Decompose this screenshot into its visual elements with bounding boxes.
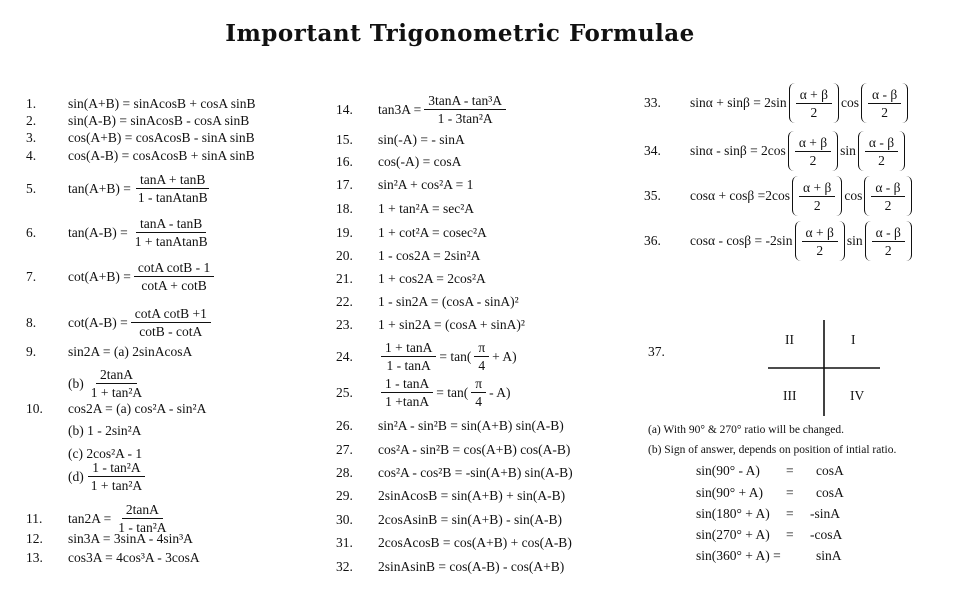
half-sum-fraction — [802, 225, 838, 258]
formula-text: 1 + tan²A = sec²A — [378, 201, 475, 216]
formula-number: 12. — [26, 531, 43, 546]
formula-row — [336, 465, 573, 481]
denominator: 1 - tanAtanB — [137, 190, 208, 205]
quadrant-3-label: III — [783, 388, 797, 403]
formula-text: 2sinAcosB = sin(A+B) + sin(A-B) — [378, 488, 566, 503]
formula-number: 3. — [26, 130, 37, 145]
denominator: 1 - tan²A — [118, 520, 167, 535]
numerator: α + β — [802, 225, 838, 242]
pi-fraction — [471, 376, 486, 409]
formula-number: 11. — [26, 510, 43, 526]
formula-number: 31. — [336, 535, 353, 550]
formula-mid: sin — [846, 233, 863, 248]
reduction-equals: = — [786, 506, 794, 521]
formula-number: 1. — [26, 96, 37, 111]
reduction-lhs: sin(360° + A) = — [696, 548, 781, 563]
numerator: cotA cotB - 1 — [134, 260, 214, 277]
formula-row — [26, 306, 214, 339]
denominator: 2 — [809, 152, 817, 168]
denominator: 1 + tan²A — [90, 385, 143, 400]
formula-lhs: tan3A = — [378, 101, 422, 117]
formula-number: 14. — [336, 101, 353, 117]
denominator: 1 + tan²A — [90, 478, 143, 493]
reduction-rhs: -cosA — [810, 527, 843, 542]
formula-text: cos(A+B) = cosAcosB - sinA sinB — [68, 130, 255, 145]
formula-row — [336, 177, 473, 193]
formula-number: 26. — [336, 418, 353, 433]
half-sum-fraction — [799, 180, 835, 213]
formula-37 — [648, 344, 665, 360]
formula-number: 16. — [336, 154, 353, 169]
formula-row — [26, 260, 217, 293]
formula-lhs: sinα + sinβ = 2sin — [690, 95, 787, 110]
formula-number: 30. — [336, 512, 353, 527]
formula-fraction — [381, 340, 436, 373]
half-diff-fraction — [871, 180, 904, 213]
formula-lhs: tan(A+B) = — [68, 180, 131, 196]
formula-lhs: cosα - cosβ = -2sin — [690, 233, 793, 248]
denominator: 2 — [816, 242, 824, 258]
numerator: π — [474, 340, 489, 357]
numerator: α + β — [795, 135, 831, 152]
formula-lhs: cot(A+B) = — [68, 268, 131, 284]
formula-row — [26, 401, 206, 417]
denominator: cotB - cotA — [139, 324, 203, 339]
formula-fraction — [87, 367, 146, 400]
formula-text: cos(A-B) = cosAcosB + sinA sinB — [68, 148, 255, 163]
formula-tail: + A) — [492, 348, 517, 364]
reduction-rhs: cosA — [816, 463, 844, 478]
numerator: 2tanA — [122, 502, 163, 519]
formula-lhs: tan2A = — [68, 510, 112, 526]
half-diff-fraction — [868, 87, 901, 120]
formula-lhs: tan(A-B) = — [68, 224, 128, 240]
formula-row — [336, 93, 509, 126]
bracket — [789, 83, 839, 123]
denominator: 2 — [813, 197, 821, 213]
numerator: 1 - tan²A — [88, 460, 144, 477]
formula-lhs: cosα + cosβ =2cos — [690, 188, 791, 203]
formula-row — [336, 442, 570, 458]
formula-number: 33. — [644, 95, 661, 110]
formula-text: 2cosAsinB = sin(A+B) - sin(A-B) — [378, 512, 562, 527]
bracket — [795, 221, 845, 261]
formula-text: cos²A - cos²B = -sin(A+B) sin(A-B) — [378, 465, 573, 480]
denominator: 1 + tanAtanB — [134, 234, 208, 249]
denominator: 2 — [884, 197, 892, 213]
formula-row — [336, 154, 461, 170]
formula-text: 1 + sin2A = (cosA + sinA)² — [378, 317, 525, 332]
formula-text: 1 + cos2A = 2cos²A — [378, 271, 486, 286]
formula-text: sin3A = 3sinA - 4sin³A — [68, 531, 193, 546]
formula-text: (b) 1 - 2sin²A — [68, 423, 142, 438]
formula-row — [26, 550, 200, 566]
formula-number: 2. — [26, 113, 37, 128]
formula-row — [644, 131, 907, 171]
formula-text: sin(A-B) = sinAcosB - cosA sinB — [68, 113, 250, 128]
formula-text: 2cosAcosB = cos(A+B) + cos(A-B) — [378, 535, 572, 550]
bracket — [864, 176, 911, 216]
numerator: α - β — [872, 225, 905, 242]
page-title: Important Trigonometric Formulae — [225, 20, 695, 47]
formula-mid: = tan( — [439, 348, 472, 364]
denominator: 4 — [475, 394, 483, 409]
numerator: α - β — [871, 180, 904, 197]
formula-number: 8. — [26, 314, 37, 330]
formula-row — [336, 271, 486, 287]
formula-number: 20. — [336, 248, 353, 263]
note-b: (b) Sign of answer, depends on position of intial ratio. — [648, 444, 897, 456]
formula-text: (c) 2cos²A - 1 — [68, 446, 143, 461]
formula-tail: - A) — [489, 384, 511, 400]
formula-row — [336, 225, 487, 241]
formula-number: 5. — [26, 180, 37, 196]
formula-number: 10. — [26, 401, 43, 416]
formula-number: 21. — [336, 271, 353, 286]
formula-row — [336, 535, 572, 551]
formula-lhs: cot(A-B) = — [68, 314, 128, 330]
formula-text: cos3A = 4cos³A - 3cosA — [68, 550, 200, 565]
formula-row — [336, 512, 562, 528]
formula-fraction — [131, 216, 212, 249]
denominator: 1 - 3tan²A — [437, 111, 493, 126]
reduction-lhs: sin(90° - A) — [696, 463, 760, 478]
denominator: 2 — [884, 242, 892, 258]
reduction-lhs: sin(270° + A) — [696, 527, 770, 542]
formula-number: 36. — [644, 233, 661, 248]
formula-fraction — [134, 260, 214, 293]
formula-text: 1 - cos2A = 2sin²A — [378, 248, 481, 263]
reduction-rhs: sinA — [816, 548, 842, 563]
numerator: 2tanA — [96, 367, 137, 384]
formula-text: 1 - sin2A = (cosA - sinA)² — [378, 294, 519, 309]
formula-mid: cos — [841, 95, 859, 110]
quadrant-2-label: II — [785, 332, 794, 347]
formula-row — [336, 201, 474, 217]
formula-row — [644, 176, 914, 216]
formula-text: cos2A = (a) cos²A - sin²A — [68, 401, 207, 416]
formula-row — [336, 488, 565, 504]
denominator: 1 +tanA — [385, 394, 430, 409]
reduction-rhs: -sinA — [810, 506, 840, 521]
reduction-equals: = — [786, 463, 794, 478]
formula-row — [26, 423, 141, 439]
formula-number: 19. — [336, 225, 353, 240]
formula-fraction — [424, 93, 506, 126]
formula-row — [26, 96, 255, 112]
formula-row — [26, 172, 215, 205]
formula-number: 27. — [336, 442, 353, 457]
numerator: cotA cotB +1 — [131, 306, 211, 323]
formula-text: sin2A = (a) 2sinAcosA — [68, 344, 193, 359]
numerator: α + β — [796, 87, 832, 104]
formula-row — [336, 559, 564, 575]
formula-row — [26, 113, 249, 129]
bracket — [858, 131, 905, 171]
denominator: 4 — [478, 358, 486, 373]
formula-row — [644, 221, 914, 261]
half-diff-fraction — [872, 225, 905, 258]
formula-fraction — [87, 460, 146, 493]
formula-fraction — [381, 376, 433, 409]
formula-mid: sin — [840, 143, 856, 158]
half-sum-fraction — [795, 135, 831, 168]
formula-number: 6. — [26, 224, 37, 240]
formula-number: 17. — [336, 177, 353, 192]
formula-number: 25. — [336, 384, 353, 400]
formula-number: 13. — [26, 550, 43, 565]
formula-number: 15. — [336, 132, 353, 147]
pi-fraction — [474, 340, 489, 373]
formula-row — [336, 418, 564, 434]
formula-row — [336, 340, 517, 373]
formula-number: 22. — [336, 294, 353, 309]
numerator: tanA - tanB — [136, 216, 206, 233]
formula-mid: cos — [844, 188, 863, 203]
formula-number: 34. — [644, 143, 661, 158]
denominator: 1 - tanA — [386, 358, 431, 373]
formula-lhs: sinα - sinβ = 2cos — [690, 143, 786, 158]
formula-fraction — [131, 306, 211, 339]
denominator: 2 — [878, 152, 885, 168]
formula-text: sin²A - sin²B = sin(A+B) sin(A-B) — [378, 418, 564, 433]
formula-mid: = tan( — [436, 384, 469, 400]
quadrant-1-label: I — [851, 332, 856, 347]
formula-number: 9. — [26, 344, 37, 359]
formula-row — [26, 367, 149, 400]
bracket — [861, 83, 908, 123]
formula-text: cos²A - sin²B = cos(A+B) cos(A-B) — [378, 442, 571, 457]
denominator: 2 — [881, 104, 888, 120]
bracket — [865, 221, 912, 261]
formula-row — [336, 376, 510, 409]
denominator: 2 — [810, 104, 818, 120]
numerator: π — [471, 376, 486, 393]
formula-row — [336, 248, 480, 264]
reduction-lhs: sin(180° + A) — [696, 506, 770, 521]
bracket — [788, 131, 838, 171]
numerator: 1 - tanA — [381, 376, 433, 393]
formula-number: 23. — [336, 317, 353, 332]
numerator: α + β — [799, 180, 835, 197]
formula-number: 28. — [336, 465, 353, 480]
formula-text: sin²A + cos²A = 1 — [378, 177, 474, 192]
reduction-lhs: sin(90° + A) — [696, 485, 764, 500]
reduction-equals: = — [786, 485, 794, 500]
formula-number: 35. — [644, 188, 661, 203]
bracket — [792, 176, 842, 216]
formula-row — [26, 531, 193, 547]
formula-text: 2sinAsinB = cos(A-B) - cos(A+B) — [378, 559, 565, 574]
formula-text: sin(A+B) = sinAcosB + cosA sinB — [68, 96, 256, 111]
formula-row — [336, 132, 465, 148]
formula-fraction — [134, 172, 212, 205]
formula-number: 24. — [336, 348, 353, 364]
formula-row — [336, 294, 519, 310]
formula-text: sin(-A) = - sinA — [378, 132, 465, 147]
half-diff-fraction — [865, 135, 898, 168]
formula-row — [644, 83, 910, 123]
formula-row — [26, 216, 215, 249]
formula-text: 1 + cot²A = cosec²A — [378, 225, 487, 240]
formula-text: cos(-A) = cosA — [378, 154, 462, 169]
note-a: (a) With 90° & 270° ratio will be changed. — [648, 424, 844, 436]
numerator: α - β — [865, 135, 898, 152]
half-sum-fraction — [796, 87, 832, 120]
formula-lhs: (b) — [68, 375, 84, 391]
numerator: tanA + tanB — [136, 172, 209, 189]
numerator: α - β — [868, 87, 901, 104]
reduction-rhs: cosA — [816, 485, 844, 500]
denominator: cotA + cotB — [141, 278, 207, 293]
quadrant-4-label: IV — [850, 388, 865, 403]
formula-row — [26, 130, 255, 146]
formula-number: 18. — [336, 201, 353, 216]
formula-row — [336, 317, 525, 333]
formula-number: 32. — [336, 559, 353, 574]
formula-number: 29. — [336, 488, 353, 503]
formula-number: 4. — [26, 148, 37, 163]
numerator: 1 + tanA — [381, 340, 436, 357]
numerator: 3tanA - tan³A — [424, 93, 506, 110]
formula-row — [26, 148, 255, 164]
formula-number: 7. — [26, 268, 37, 284]
formula-number: 37. — [648, 344, 665, 359]
reduction-equals: = — [786, 527, 794, 542]
formula-row — [26, 344, 192, 360]
formula-lhs: (d) — [68, 468, 84, 484]
formula-row — [26, 460, 149, 493]
